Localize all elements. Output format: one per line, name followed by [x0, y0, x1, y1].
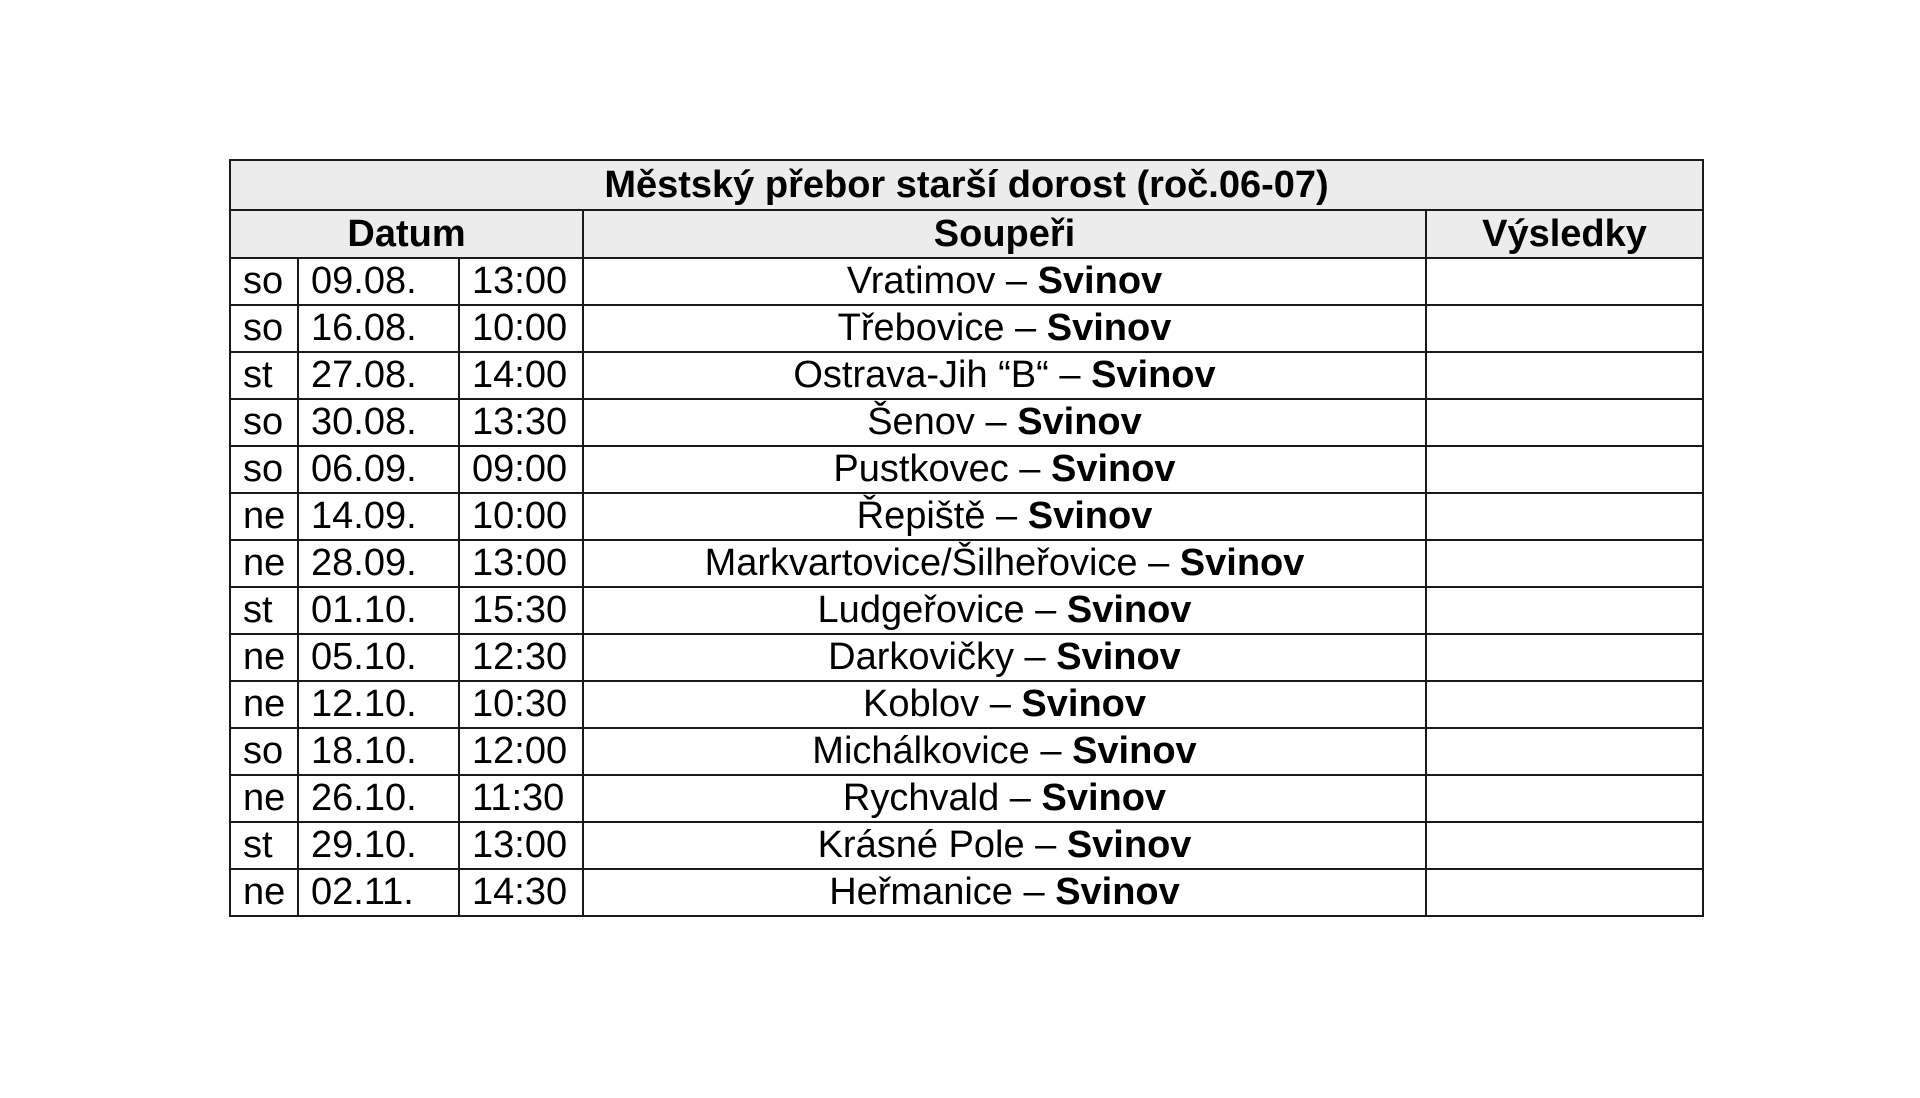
result-cell [1426, 446, 1703, 493]
time-cell: 12:00 [459, 728, 583, 775]
result-cell [1426, 869, 1703, 916]
table-row [230, 728, 1703, 775]
match-separator: – [1004, 307, 1047, 349]
time-cell: 13:00 [459, 822, 583, 869]
day-cell: so [230, 446, 298, 493]
home-team: Markvartovice/Šilheřovice [704, 542, 1138, 584]
away-team: Svinov [1055, 871, 1180, 913]
match-separator: – [999, 777, 1042, 819]
result-cell [1426, 587, 1703, 634]
away-team: Svinov [1037, 260, 1163, 302]
match-separator: – [1024, 824, 1067, 866]
result-cell [1426, 305, 1703, 352]
time-cell: 09:00 [459, 446, 583, 493]
time-cell: 13:00 [459, 540, 583, 587]
header-row [230, 210, 1703, 258]
time-cell: 13:30 [459, 399, 583, 446]
time-cell: 14:00 [459, 352, 583, 399]
match-cell [583, 869, 1426, 916]
away-team: Svinov [1072, 730, 1197, 772]
day-cell: ne [230, 540, 298, 587]
match-cell [583, 493, 1426, 540]
day-cell: st [230, 587, 298, 634]
match-cell [583, 634, 1426, 681]
result-cell [1426, 540, 1703, 587]
day-cell: ne [230, 869, 298, 916]
match-cell [583, 352, 1426, 399]
day-cell: ne [230, 681, 298, 728]
table-row [230, 446, 1703, 493]
result-cell [1426, 493, 1703, 540]
time-cell: 15:30 [459, 587, 583, 634]
match-separator: – [1048, 354, 1092, 396]
time-cell: 14:30 [459, 869, 583, 916]
home-team: Heřmanice [829, 871, 1013, 913]
result-cell [1426, 258, 1703, 305]
date-cell: 05.10. [298, 634, 459, 681]
table-row [230, 587, 1703, 634]
home-team: Vratimov [846, 260, 996, 302]
time-cell: 10:30 [459, 681, 583, 728]
home-team: Třebovice [837, 307, 1005, 349]
date-cell: 09.08. [298, 258, 459, 305]
table-row [230, 399, 1703, 446]
home-team: Řepiště [856, 495, 986, 537]
match-separator: – [1137, 542, 1180, 584]
away-team: Svinov [1017, 401, 1142, 443]
away-team: Svinov [1046, 307, 1172, 349]
match-cell [583, 681, 1426, 728]
match-cell [583, 540, 1426, 587]
date-cell: 06.09. [298, 446, 459, 493]
header-opponents: Soupeři [583, 210, 1426, 258]
table-row [230, 493, 1703, 540]
time-cell: 11:30 [459, 775, 583, 822]
table-row [230, 305, 1703, 352]
home-team: Ostrava-Jih “B“ [793, 354, 1049, 396]
away-team: Svinov [1179, 542, 1305, 584]
time-cell: 13:00 [459, 258, 583, 305]
match-separator: – [1008, 448, 1051, 490]
match-cell [583, 775, 1426, 822]
match-separator: – [995, 260, 1038, 302]
date-cell: 26.10. [298, 775, 459, 822]
away-team: Svinov [1066, 589, 1192, 631]
away-team: Svinov [1066, 824, 1192, 866]
date-cell: 18.10. [298, 728, 459, 775]
table-row [230, 540, 1703, 587]
home-team: Ludgeřovice [817, 589, 1025, 631]
date-cell: 02.11. [298, 869, 459, 916]
day-cell: so [230, 305, 298, 352]
home-team: Šenov [867, 401, 975, 443]
day-cell: ne [230, 775, 298, 822]
match-cell [583, 446, 1426, 493]
date-cell: 30.08. [298, 399, 459, 446]
match-separator: – [1029, 730, 1073, 772]
result-cell [1426, 634, 1703, 681]
result-cell [1426, 681, 1703, 728]
match-separator: – [1012, 871, 1056, 913]
day-cell: so [230, 399, 298, 446]
day-cell: so [230, 728, 298, 775]
day-cell: so [230, 258, 298, 305]
time-cell: 10:00 [459, 493, 583, 540]
time-cell: 10:00 [459, 305, 583, 352]
home-team: Pustkovec [833, 448, 1009, 490]
date-cell: 12.10. [298, 681, 459, 728]
match-separator: – [974, 401, 1018, 443]
day-cell: ne [230, 493, 298, 540]
table-body [230, 258, 1703, 916]
match-separator: – [979, 683, 1022, 725]
home-team: Koblov [862, 683, 980, 725]
table-row [230, 258, 1703, 305]
away-team: Svinov [1027, 495, 1153, 537]
day-cell: st [230, 352, 298, 399]
header-date: Datum [230, 210, 583, 258]
match-cell [583, 258, 1426, 305]
date-cell: 16.08. [298, 305, 459, 352]
table-row [230, 869, 1703, 916]
schedule-table [229, 159, 1704, 917]
away-team: Svinov [1050, 448, 1176, 490]
away-team: Svinov [1041, 777, 1167, 819]
date-cell: 14.09. [298, 493, 459, 540]
away-team: Svinov [1021, 683, 1147, 725]
match-cell [583, 728, 1426, 775]
away-team: Svinov [1056, 636, 1181, 678]
result-cell [1426, 822, 1703, 869]
table-row [230, 681, 1703, 728]
day-cell: ne [230, 634, 298, 681]
match-cell [583, 399, 1426, 446]
home-team: Krásné Pole [817, 824, 1025, 866]
match-separator: – [1024, 589, 1067, 631]
result-cell [1426, 775, 1703, 822]
title-row [230, 160, 1703, 210]
home-team: Michálkovice [812, 730, 1030, 772]
date-cell: 29.10. [298, 822, 459, 869]
table-row [230, 822, 1703, 869]
match-cell [583, 305, 1426, 352]
date-cell: 27.08. [298, 352, 459, 399]
match-separator: – [1013, 636, 1057, 678]
table-row [230, 352, 1703, 399]
match-separator: – [985, 495, 1028, 537]
header-results: Výsledky [1426, 210, 1703, 258]
table-title: Městský přebor starší dorost (roč.06-07) [230, 160, 1703, 210]
time-cell: 12:30 [459, 634, 583, 681]
match-cell [583, 587, 1426, 634]
date-cell: 01.10. [298, 587, 459, 634]
day-cell: st [230, 822, 298, 869]
home-team: Rychvald [842, 777, 1000, 819]
result-cell [1426, 399, 1703, 446]
result-cell [1426, 352, 1703, 399]
match-cell [583, 822, 1426, 869]
table-row [230, 775, 1703, 822]
table-row [230, 634, 1703, 681]
home-team: Darkovičky [828, 636, 1014, 678]
date-cell: 28.09. [298, 540, 459, 587]
away-team: Svinov [1091, 354, 1216, 396]
result-cell [1426, 728, 1703, 775]
